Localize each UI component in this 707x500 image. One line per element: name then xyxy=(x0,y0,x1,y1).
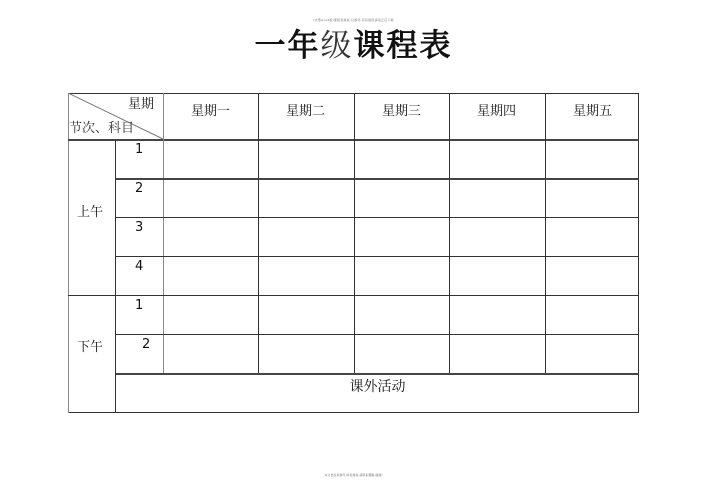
title-part-timetable: 课程表 xyxy=(353,28,453,64)
title-part-grade: 一年 xyxy=(254,28,321,64)
page-title xyxy=(0,20,707,65)
row-divider-2 xyxy=(116,217,639,218)
day-header-fri: 星期五 xyxy=(573,104,613,119)
header-watermark: (完整word版)课程表模板,仅参考,若有错误请指正后下载 xyxy=(313,18,394,22)
corner-period-label: 节次、科目 xyxy=(69,121,135,136)
column-divider-4 xyxy=(449,93,450,374)
column-divider-3 xyxy=(354,93,355,374)
period-number: 2 xyxy=(142,337,151,352)
period-number: 4 xyxy=(135,259,144,274)
column-divider-2 xyxy=(258,93,259,374)
row-divider-6 xyxy=(116,373,639,375)
day-header-tue: 星期二 xyxy=(286,104,326,119)
table-border-right xyxy=(638,93,639,413)
session-divider xyxy=(68,295,639,296)
period-number: 2 xyxy=(135,181,144,196)
extracurricular-label: 课外活动 xyxy=(349,379,406,395)
footer-watermark: 本文档仅供参考,如有侵权,请联系删除,谢谢! xyxy=(324,473,383,477)
session-morning-label: 上午 xyxy=(77,205,104,220)
session-afternoon-label: 下午 xyxy=(77,340,104,355)
corner-day-label: 星期 xyxy=(128,97,155,112)
row-divider-1 xyxy=(116,178,639,180)
row-divider-3 xyxy=(116,256,639,257)
column-divider-5 xyxy=(545,93,546,374)
day-header-thu: 星期四 xyxy=(477,104,517,119)
table-border-left xyxy=(68,93,69,413)
table-border-bottom xyxy=(68,412,639,413)
row-divider-5 xyxy=(116,334,639,335)
period-number: 3 xyxy=(135,220,144,235)
period-number: 1 xyxy=(135,142,144,157)
timetable-grid xyxy=(68,93,639,413)
day-header-wed: 星期三 xyxy=(382,104,422,119)
title-part-level: 级 xyxy=(320,28,354,64)
day-header-mon: 星期一 xyxy=(191,104,231,119)
period-number: 1 xyxy=(135,298,144,313)
